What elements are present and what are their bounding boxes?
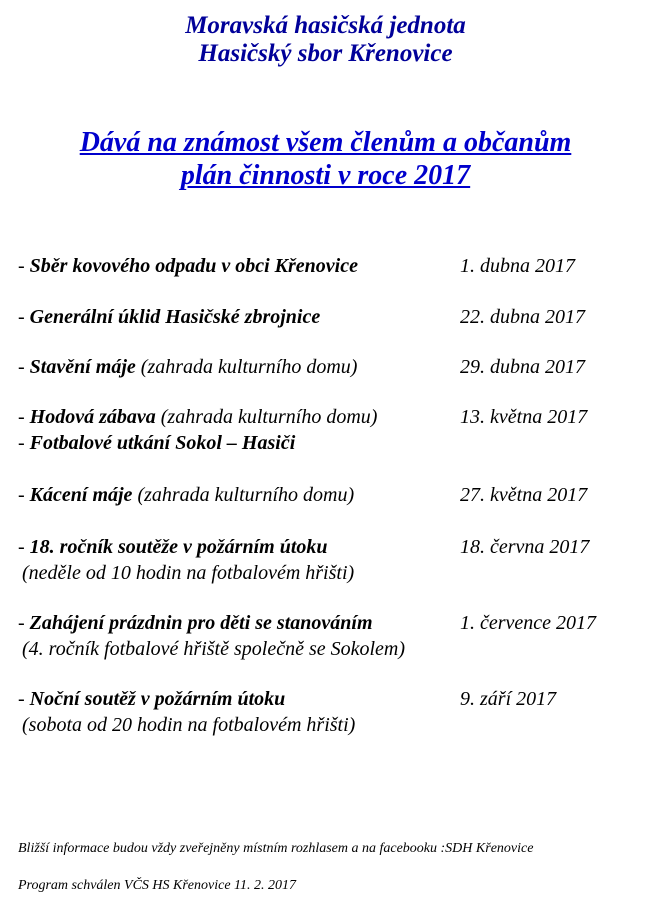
event-maypole-raising: - Stavění máje (zahrada kulturního domu)	[18, 356, 358, 378]
unit-name: Hasičský sbor Křenovice	[198, 40, 453, 67]
event-note: (sobota od 20 hodin na fotbalovém hřišti)	[22, 714, 356, 736]
event-night-competition: - Noční soutěž v požárním útoku	[18, 688, 286, 710]
event-date: 22. dubna 2017	[460, 306, 585, 328]
footer-approval: Program schválen VČS HS Křenovice 11. 2. 2017	[18, 878, 297, 893]
event-date: 27. května 2017	[460, 484, 588, 506]
event-football-match: - Fotbalové utkání Sokol – Hasiči	[18, 432, 296, 454]
event-note: (4. ročník fotbalové hřiště společně se Sokolem)	[22, 638, 406, 660]
event-date: 29. dubna 2017	[460, 356, 585, 378]
footer-info: Bližší informace budou vždy zveřejněny místním rozhlasem a na facebooku :SDH Křenovice	[18, 841, 534, 856]
event-fire-attack-competition: - 18. ročník soutěže v požárním útoku	[18, 536, 328, 558]
event-holiday-opening: - Zahájení prázdnin pro děti se stanováním	[18, 612, 373, 634]
organization-name: Moravská hasičská jednota	[185, 12, 466, 39]
event-maypole-felling: - Kácení máje (zahrada kulturního domu)	[18, 484, 355, 506]
event-date: 1. dubna 2017	[460, 255, 575, 277]
event-scrap-collection: - Sběr kovového odpadu v obci Křenovice	[18, 255, 358, 277]
event-date: 9. září 2017	[460, 688, 557, 710]
event-date: 18. června 2017	[460, 536, 590, 558]
event-fire-station-cleanup: - Generální úklid Hasičské zbrojnice	[18, 306, 321, 328]
event-feast-party: - Hodová zábava (zahrada kulturního domu)	[18, 406, 378, 428]
event-date: 1. července 2017	[460, 612, 597, 634]
event-note: (neděle od 10 hodin na fotbalovém hřišti)	[22, 562, 355, 584]
event-date: 13. května 2017	[460, 406, 588, 428]
announcement-line-1: Dává na známost všem členům a občanům	[79, 127, 572, 158]
announcement-line-2: plán činnosti v roce 2017	[180, 160, 471, 191]
